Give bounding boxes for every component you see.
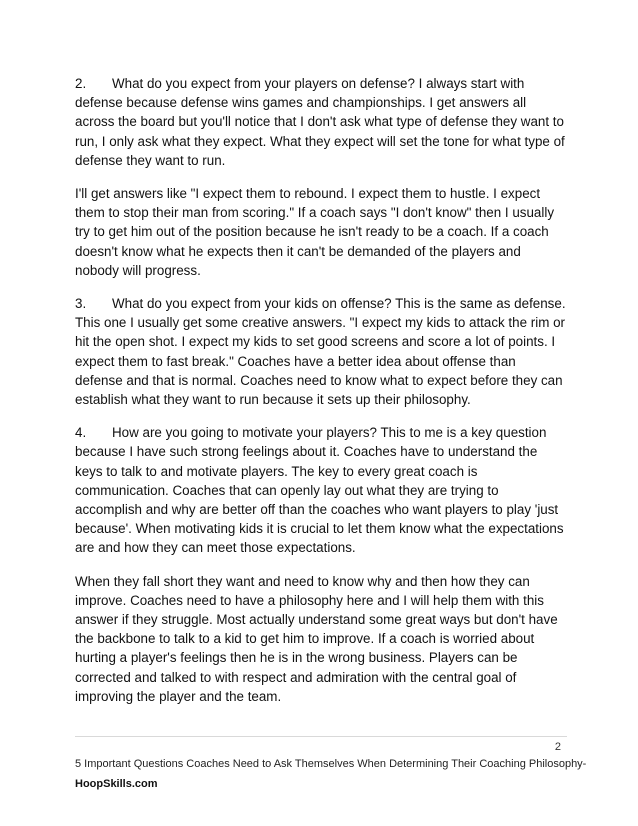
paragraph-text: I'll get answers like "I expect them to rebound. I expect them to hustle. I expect them to stop their man from scoring." If a coach says "I don't know" then I usually try to get him out of the position because he isn't ready to be a coach. If a coach doesn't know what he expects then it can't be demanded of the players and nobody will progress.	[75, 186, 555, 278]
paragraph-number: 4.	[75, 425, 87, 441]
paragraph-motivation-followup	[75, 572, 567, 706]
paragraph-text: When they fall short they want and need to know why and then how they can improve. Coaches need to have a philosophy here and I will help them with this answer if they struggle. Most actually understand some great ways but don't have the backbone to talk to a kid to get him to improve. If a coach is worried about hurting a player's feelings then he is in the wrong business. Players can be corrected and talked to with respect and admiration with the central goal of improving the player and the team.	[75, 573, 558, 704]
footer-site: HoopSkills.com	[75, 778, 158, 790]
page-number: 2	[554, 741, 561, 753]
paragraph-defense-answers	[75, 184, 567, 280]
paragraph-number: 3.	[75, 296, 87, 312]
paragraph-text: What do you expect from your kids on offense? This is the same as defense. This one I usually get some creative answers. "I expect my kids to attack the rim or hit the open shot. I expect my kids to set good screens and score a lot of points. I expect them to fast break." Coaches have a better idea about offense than defense and that is normal. Coaches need to know what to expect before they can establish what they want to run because it sets up their philosophy.	[75, 296, 566, 408]
paragraph-question-3	[75, 294, 567, 409]
paragraph-question-2	[75, 74, 567, 170]
footer-title: 5 Important Questions Coaches Need to Ask Themselves When Determining Their Coaching Philosophy-	[75, 758, 587, 770]
paragraph-number: 2.	[75, 76, 87, 91]
paragraph-text: How are you going to motivate your players? This to me is a key question because I have such strong feelings about it. Coaches have to understand the keys to talk to and motivate players. The key to every great coach is communication. Coaches that can openly lay out what they are trying to accomplish and why are better off than the coaches who want players to play 'just because'. When motivating kids it is crucial to let them know what the expectations are and how they can meet those expectations.	[75, 425, 564, 556]
paragraph-text: What do you expect from your players on defense? I always start with defense because defense wins games and championships. I get answers all across the board but you'll notice that I don't ask what type of defense they want to run, I only ask what they expect. What they expect will set the tone for what type of defense they want to run.	[75, 76, 565, 168]
document-body	[75, 74, 567, 720]
footer-divider	[75, 736, 567, 737]
paragraph-question-4	[75, 423, 567, 557]
